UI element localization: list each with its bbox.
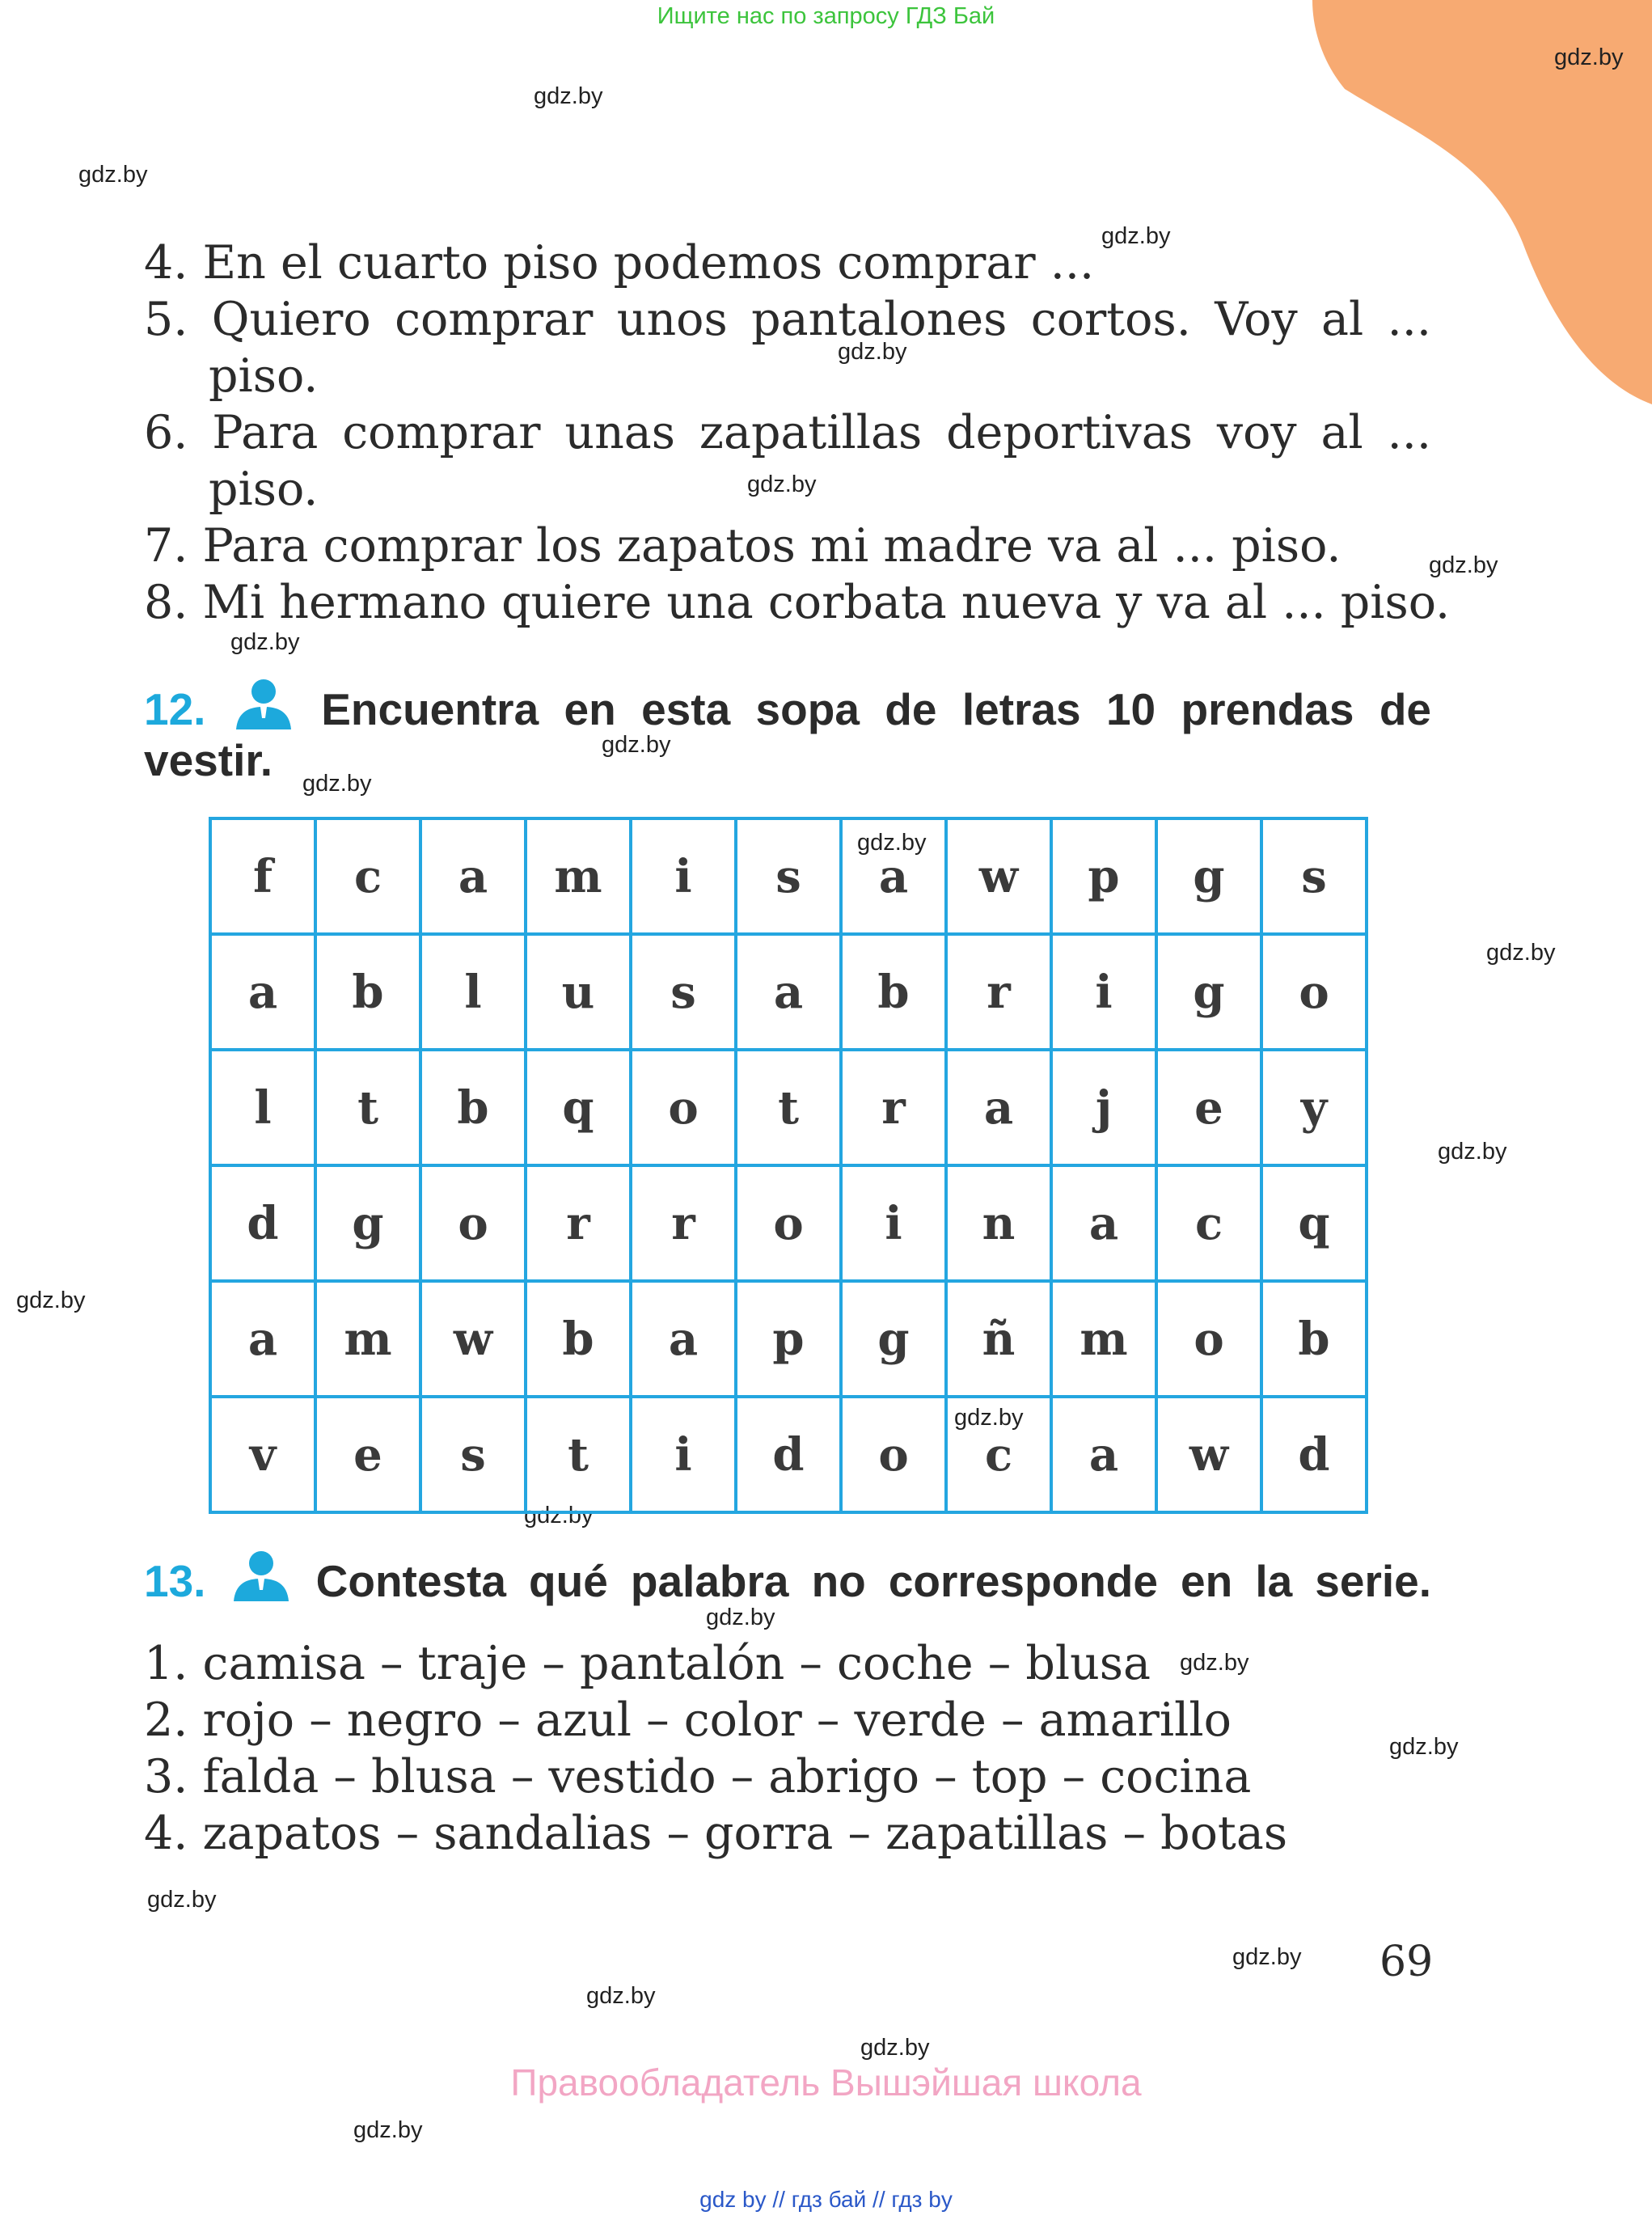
sentence-4: 4. En el cuarto piso podemos comprar ... [144,236,1095,290]
grid-cell: w [946,818,1051,934]
rights-holder: Правообладатель Вышэйшая школа [510,2061,1142,2103]
grid-cell: a [946,1050,1051,1165]
grid-cell: u [526,934,631,1050]
grid-cell: o [1156,1281,1261,1397]
watermark: gdz.by [1232,1944,1302,1970]
watermark: gdz.by [1554,44,1624,70]
series-item-3: 3. falda – blusa – vestido – abrigo – top – cocina [144,1750,1252,1803]
word-search-grid [209,817,1368,1514]
grid-cell: b [526,1281,631,1397]
exercise-13-heading [144,1550,1431,1609]
watermark: gdz.by [230,629,300,655]
grid-cell: a [420,818,526,934]
grid-cell: c [315,818,420,934]
watermark: gdz.by [534,83,603,109]
watermark: gdz.by [747,471,817,497]
page-number: 69 [1379,1938,1434,1986]
sentence-6-continued: piso. [209,463,319,516]
grid-cell: l [210,1050,315,1165]
grid-cell: y [1261,1050,1367,1165]
grid-cell: t [736,1050,841,1165]
grid-cell: v [210,1397,315,1512]
grid-cell: d [736,1397,841,1512]
grid-cell: g [1156,818,1261,934]
grid-cell: c [1156,1165,1261,1281]
grid-cell: o [1261,934,1367,1050]
grid-cell: a [841,818,946,934]
grid-cell: b [1261,1281,1367,1397]
grid-cell: d [210,1165,315,1281]
person-icon [231,678,296,729]
grid-cell: a [1051,1165,1156,1281]
exercise-13-number: 13. [144,1556,206,1606]
watermark: gdz.by [524,1503,594,1528]
grid-cell: g [315,1165,420,1281]
grid-cell: g [841,1281,946,1397]
grid-cell: a [631,1281,736,1397]
watermark: gdz.by [586,1983,656,2009]
grid-cell: o [631,1050,736,1165]
sentence-5-continued: piso. [209,349,319,403]
person-icon [229,1550,294,1601]
grid-cell: i [841,1165,946,1281]
grid-row [210,1165,1367,1281]
grid-cell: b [420,1050,526,1165]
watermark: gdz.by [1389,1734,1459,1760]
grid-cell: q [526,1050,631,1165]
grid-cell: r [526,1165,631,1281]
grid-cell: s [420,1397,526,1512]
watermark: gdz.by [302,771,372,797]
grid-cell: e [315,1397,420,1512]
grid-cell: w [1156,1397,1261,1512]
watermark: gdz.by [1101,223,1171,249]
grid-cell: i [1051,934,1156,1050]
watermark: gdz.by [1180,1650,1249,1676]
watermark: gdz.by [857,830,927,856]
series-item-2: 2. rojo – negro – azul – color – verde – amarillo [144,1693,1232,1747]
grid-cell: e [1156,1050,1261,1165]
grid-cell: m [526,818,631,934]
grid-cell: r [631,1165,736,1281]
sentence-5: 5. Quiero comprar unos pantalones cortos. Voy al ... [144,293,1431,346]
grid-cell: p [736,1281,841,1397]
grid-cell: i [631,1397,736,1512]
sentence-8: 8. Mi hermano quiere una corbata nueva y va al ... piso. [144,576,1451,629]
sentence-7: 7. Para comprar los zapatos mi madre va al ... piso. [144,519,1341,573]
watermark: gdz.by [954,1405,1024,1431]
watermark: gdz.by [16,1287,86,1313]
grid-cell: n [946,1165,1051,1281]
grid-cell: ñ [946,1281,1051,1397]
grid-cell: w [420,1281,526,1397]
grid-cell: p [1051,818,1156,934]
watermark: gdz.by [1486,940,1556,966]
grid-cell: m [315,1281,420,1397]
grid-cell: a [210,1281,315,1397]
grid-cell: t [315,1050,420,1165]
grid-row [210,1281,1367,1397]
grid-cell: m [1051,1281,1156,1397]
header-note: Ищите нас по запросу ГДЗ Бай [657,3,995,29]
grid-cell: o [420,1165,526,1281]
grid-cell: s [631,934,736,1050]
grid-cell: l [420,934,526,1050]
grid-cell: q [1261,1165,1367,1281]
grid-cell: d [1261,1397,1367,1512]
watermark: gdz.by [1429,552,1498,578]
grid-cell: i [631,818,736,934]
grid-row [210,934,1367,1050]
grid-cell: a [736,934,841,1050]
grid-cell: r [841,1050,946,1165]
grid-cell: g [1156,934,1261,1050]
grid-cell: s [736,818,841,934]
grid-row [210,1397,1367,1512]
grid-row [210,1050,1367,1165]
grid-cell: c [946,1397,1051,1512]
grid-cell: b [841,934,946,1050]
grid-cell: j [1051,1050,1156,1165]
grid-cell: f [210,818,315,934]
grid-cell: a [1051,1397,1156,1512]
watermark: gdz.by [147,1887,217,1913]
series-item-1: 1. camisa – traje – pantalón – coche – blusa [144,1637,1151,1690]
grid-cell: s [1261,818,1367,934]
series-item-4: 4. zapatos – sandalias – gorra – zapatillas – botas [144,1807,1288,1860]
footer-links: gdz by // гдз бай // гдз by [699,2187,953,2212]
watermark: gdz.by [860,2035,930,2061]
exercise-12-number: 12. [144,684,206,734]
grid-cell: r [946,934,1051,1050]
watermark: gdz.by [353,2117,423,2143]
watermark: gdz.by [78,162,148,188]
exercise-12-heading [144,678,1431,738]
grid-row [210,818,1367,934]
exercise-13-title: Contesta qué palabra no corresponde en la serie. [315,1556,1431,1606]
grid-cell: b [315,934,420,1050]
exercise-12-heading-continued: vestir. [144,735,273,785]
watermark: gdz.by [706,1605,775,1630]
sentence-6: 6. Para comprar unas zapatillas deportivas voy al ... [144,406,1431,459]
grid-cell: o [736,1165,841,1281]
watermark: gdz.by [1438,1139,1507,1165]
exercise-12-title: Encuentra en esta sopa de letras 10 prendas de [321,684,1432,734]
watermark: gdz.by [838,339,907,365]
grid-cell: a [210,934,315,1050]
grid-cell: t [526,1397,631,1512]
grid-cell: o [841,1397,946,1512]
watermark: gdz.by [602,732,671,758]
